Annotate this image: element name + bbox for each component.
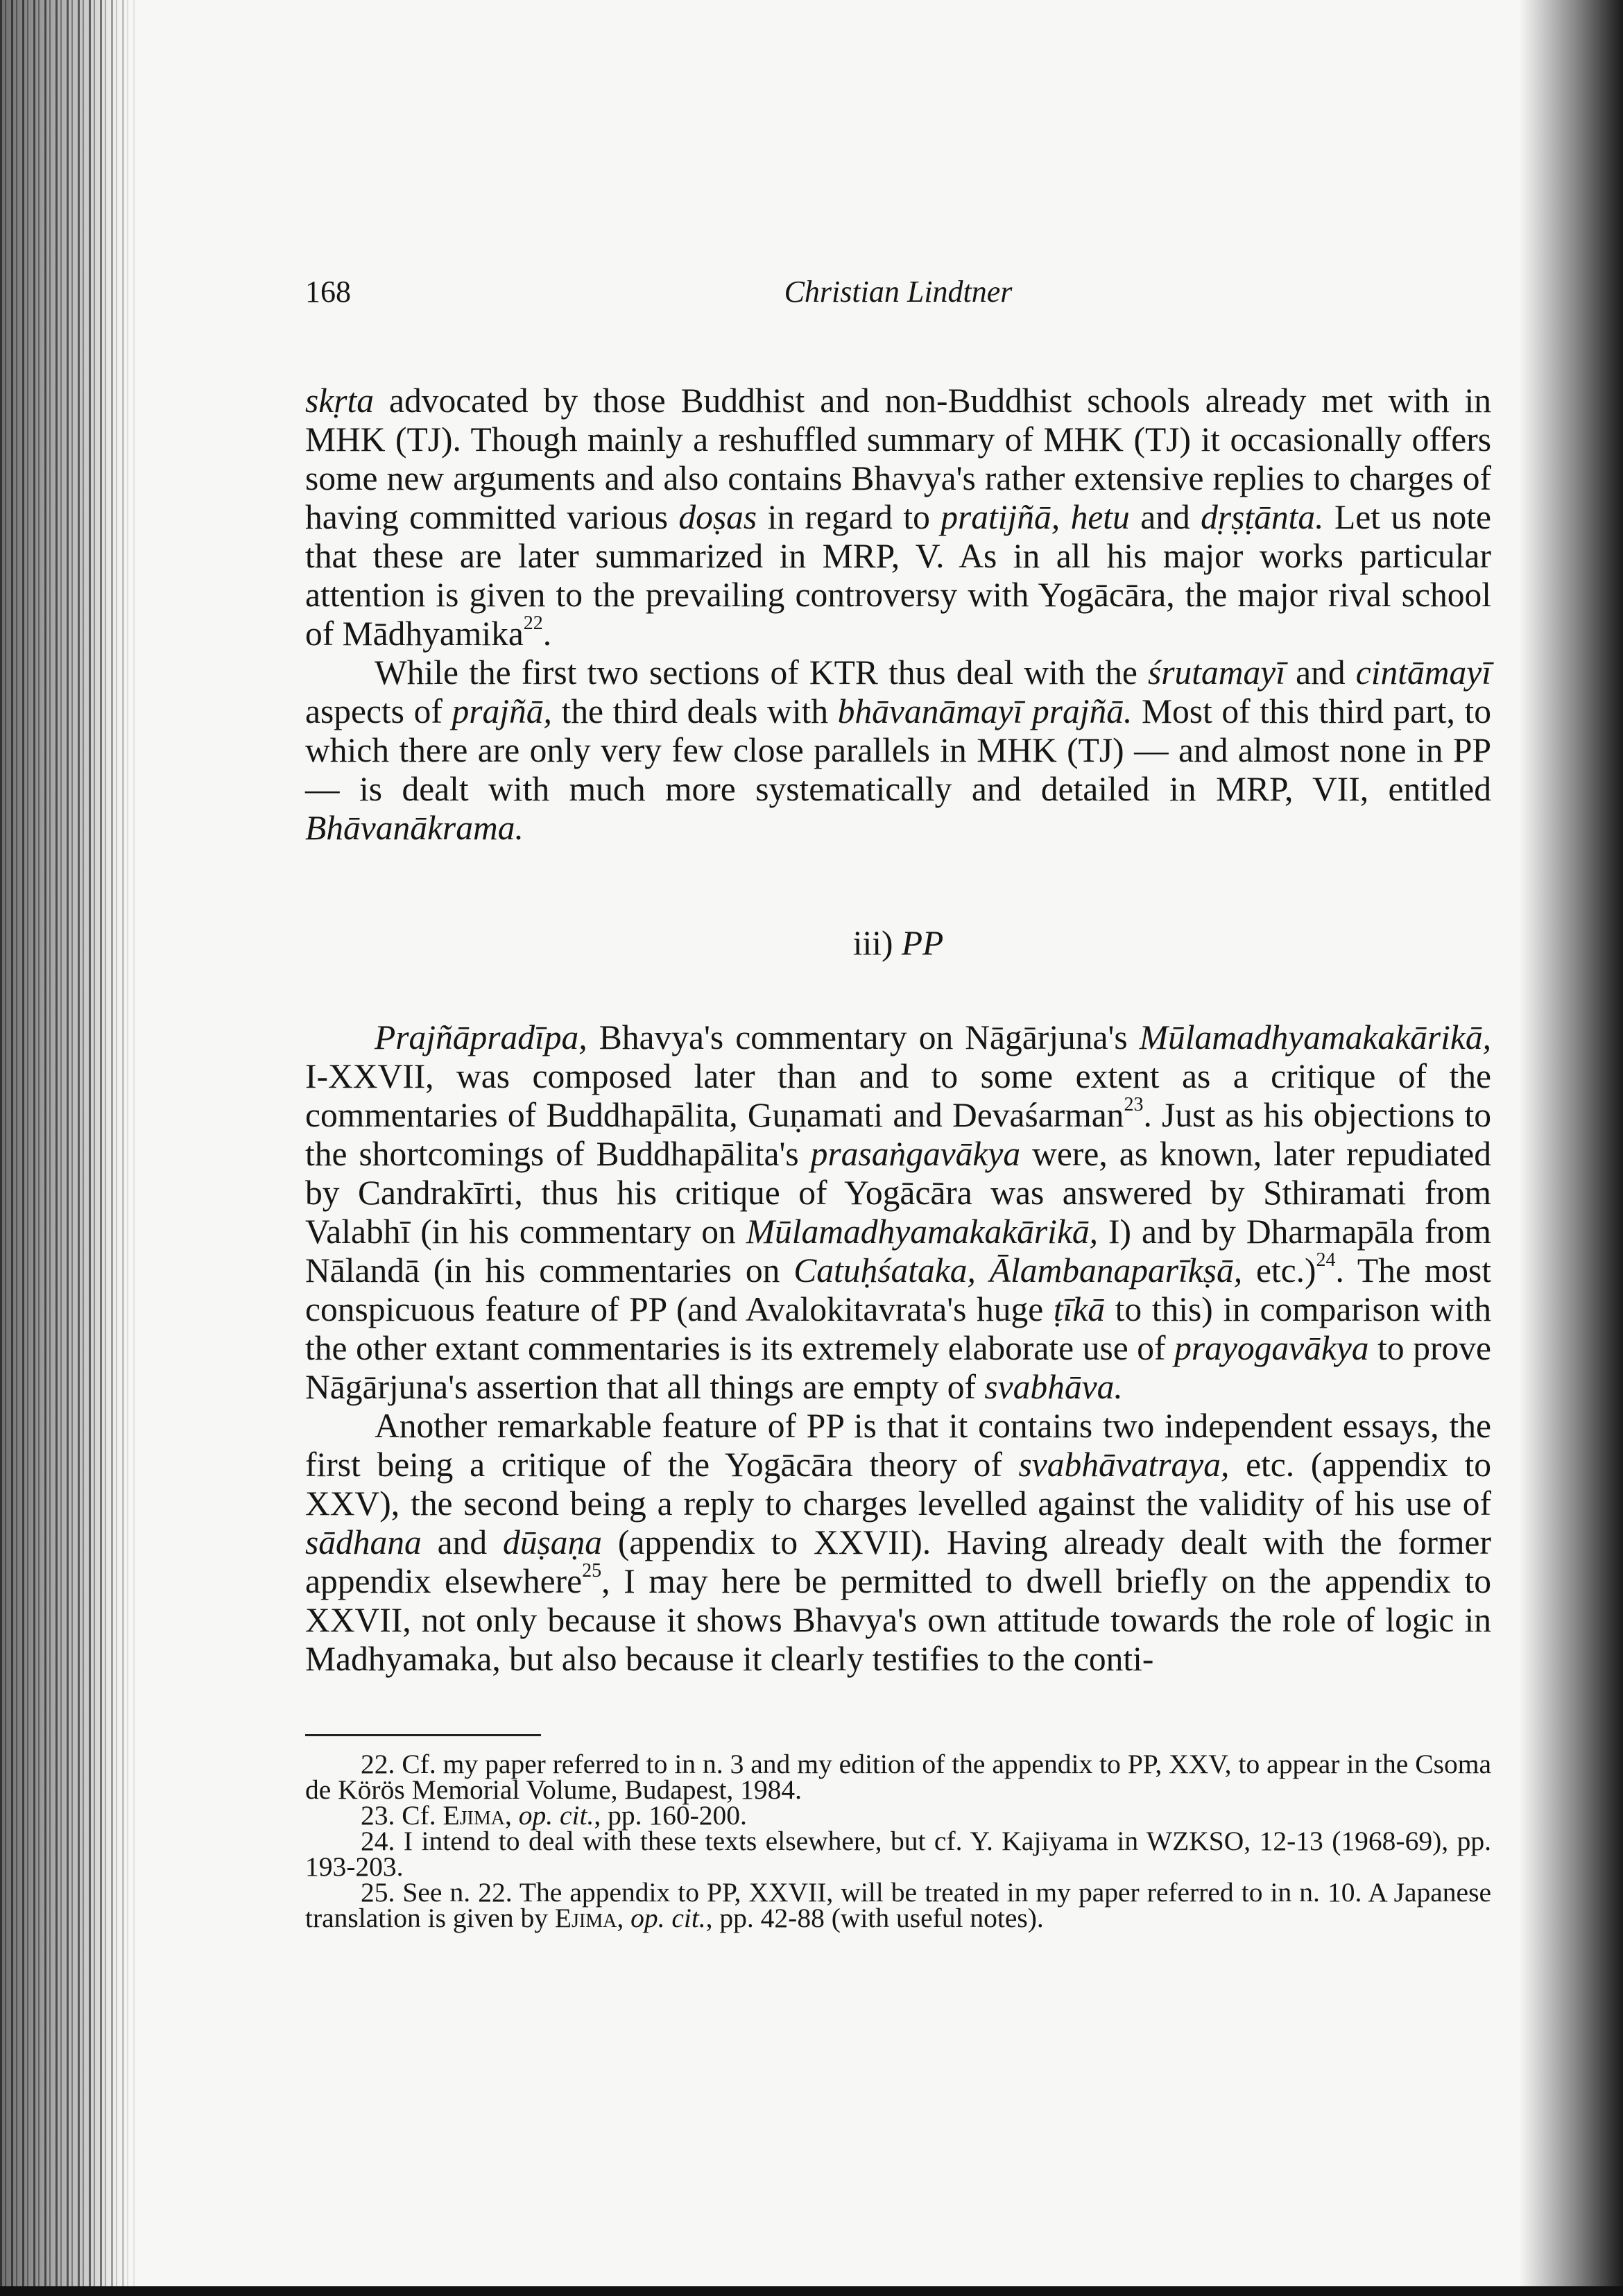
text-run: 23. Cf. — [361, 1800, 443, 1831]
page — [305, 274, 1491, 1931]
footnote-ref[interactable]: 22 — [523, 612, 543, 634]
text-run: advocated by those Buddhist and non-Buddhist schools already met with in MHK (TJ). Though mainly a reshuffled summary of MHK (TJ) it occasionally offers some new arguments and also contains Bhavya's rather extensive replies to charges of having committed various — [305, 382, 1491, 536]
term: svabhāvatraya, — [1018, 1446, 1230, 1484]
term: Mūlamadhyamakakārikā, — [1139, 1018, 1491, 1056]
section-heading — [305, 924, 1491, 963]
section-number: iii) — [852, 924, 893, 962]
text-run: Most of this third part, to which there are only very few close parallels in MHK (TJ) — and almost none in PP — is dealt with much more systematically and detailed in MRP, VII, entitled — [305, 692, 1491, 808]
text-run: While the first two sections of KTR thus deal with the — [375, 653, 1149, 692]
text-run: to this) in comparison with the other extant commentaries is its extremely elaborate use of — [305, 1290, 1491, 1367]
term: cintāmayī — [1355, 653, 1491, 692]
text-run: 25. See n. 22. The appendix to PP, XXVII, will be treated in my paper referred to in n. 10. A Japanese translation is given by — [305, 1877, 1491, 1933]
term: pratijñā, hetu — [941, 498, 1130, 536]
term: bhāvanāmayī prajñā. — [837, 692, 1133, 730]
text-run: and — [1129, 498, 1201, 536]
paragraph-4 — [305, 1407, 1491, 1679]
term: Bhāvanākrama. — [305, 809, 524, 847]
footnote-25 — [305, 1877, 1491, 1933]
text-run: , — [504, 1800, 519, 1831]
term: op. cit. — [630, 1903, 706, 1933]
text-run: , I may here be permitted to dwell briefly on the appendix to XXVII, not only because it shows Bhavya's own attitude towards the role of logic in Madhyamaka, but also because it clearly testifies to the conti- — [305, 1562, 1491, 1678]
author-name: Ejima — [554, 1903, 617, 1933]
running-title: Christian Lindtner — [784, 275, 1013, 309]
footnotes — [305, 1751, 1491, 1931]
footnote-ref[interactable]: 25 — [582, 1559, 602, 1582]
text-run: . The most conspicuous feature of PP (and Avalokitavrata's huge — [305, 1251, 1491, 1328]
text-run: I) and by Dharmapāla from Nālandā (in his commentaries on — [305, 1213, 1491, 1290]
footnote-rule — [305, 1734, 541, 1736]
term: svabhāva. — [984, 1368, 1123, 1406]
text-run: the third deals with — [551, 692, 838, 730]
footnote-24: 24. I intend to deal with these texts elsewhere, but cf. Y. Kajiyama in WZKSO, 12-13 (1968-69), pp. 193-203. — [305, 1826, 1491, 1882]
footnote-ref[interactable]: 23 — [1124, 1093, 1144, 1115]
term: Mūlamadhyamakakārikā, — [746, 1213, 1099, 1251]
term: sādhana — [305, 1523, 422, 1561]
term: prasaṅgavākya — [810, 1135, 1021, 1173]
text-run: , — [617, 1903, 631, 1933]
text-run: , pp. 160-200. — [594, 1800, 747, 1831]
body-text — [305, 382, 1491, 1679]
term: prajñā, — [452, 692, 552, 730]
term: skṛta — [305, 382, 374, 420]
term: prayogavākya — [1174, 1329, 1369, 1367]
text-run: in regard to — [757, 498, 941, 536]
text-run: aspects of — [305, 692, 452, 730]
text-run: Another remarkable feature of PP is that it contains two independent essays, the first being a critique of the Yogācāra theory of — [305, 1407, 1491, 1484]
text-run: . Just as his objections to the shortcomings of Buddhapālita's — [305, 1096, 1492, 1173]
paragraph-1 — [305, 382, 1491, 653]
paragraph-2 — [305, 653, 1491, 848]
text-run: were, as known, later repudiated by Candrakīrti, thus his critique of Yogācāra was answered by Sthiramati from Valabhī (in his commentary on — [305, 1135, 1491, 1251]
text-run: , pp. 42-88 (with useful notes). — [705, 1903, 1044, 1933]
text-run: Let us note that these are later summarized in MRP, V. As in all his major works particular attention is given to the prevailing controversy with Yogācāra, the major rival school of Mādhyamika — [305, 498, 1491, 653]
term: śrutamayī — [1148, 653, 1286, 692]
scan-binding-fade — [0, 0, 139, 2296]
scan-bottom-edge — [0, 2286, 1623, 2296]
text-run: . — [542, 615, 552, 653]
term: op. cit. — [518, 1800, 594, 1831]
text-run: to prove Nāgārjuna's assertion that all things are empty of — [305, 1329, 1491, 1406]
text-run: etc.) — [1242, 1251, 1316, 1290]
footnote-ref[interactable]: 24 — [1316, 1249, 1336, 1271]
scan-page-edge-shadow — [1519, 0, 1623, 2296]
term: doṣas — [678, 498, 757, 536]
term: dṛṣṭānta. — [1201, 498, 1324, 536]
term: Prajñāpradīpa, — [375, 1018, 587, 1056]
running-head — [305, 274, 1491, 316]
text-run: I-XXVII, was composed later than and to some extent as a critique of the commentaries of Buddhapālita, Guṇamati and Devaśarman — [305, 1057, 1491, 1134]
page-number: 168 — [305, 275, 351, 309]
footnote-22: 22. Cf. my paper referred to in n. 3 and my edition of the appendix to PP, XXV, to appear in the Csoma de Körös Memorial Volume, Budapest, 1984. — [305, 1749, 1491, 1805]
author-name: Ejima — [443, 1800, 505, 1831]
term: ṭīkā — [1053, 1290, 1106, 1328]
text-run: (appendix to XXVII). Having already dealt with the former appendix elsewhere — [305, 1523, 1491, 1600]
term: dūṣaṇa — [502, 1523, 602, 1561]
text-run: and — [421, 1523, 503, 1561]
paragraph-3 — [305, 1018, 1491, 1407]
term: Catuḥśataka, Ālambanaparīkṣā, — [793, 1251, 1243, 1290]
text-run: and — [1285, 653, 1356, 692]
footnote-23 — [305, 1800, 1491, 1831]
text-run: Bhavya's commentary on Nāgārjuna's — [587, 1018, 1140, 1056]
text-run: etc. (appendix to XXV), the second being a reply to charges levelled against the validity of his use of — [305, 1446, 1492, 1523]
section-title: PP — [901, 924, 944, 962]
